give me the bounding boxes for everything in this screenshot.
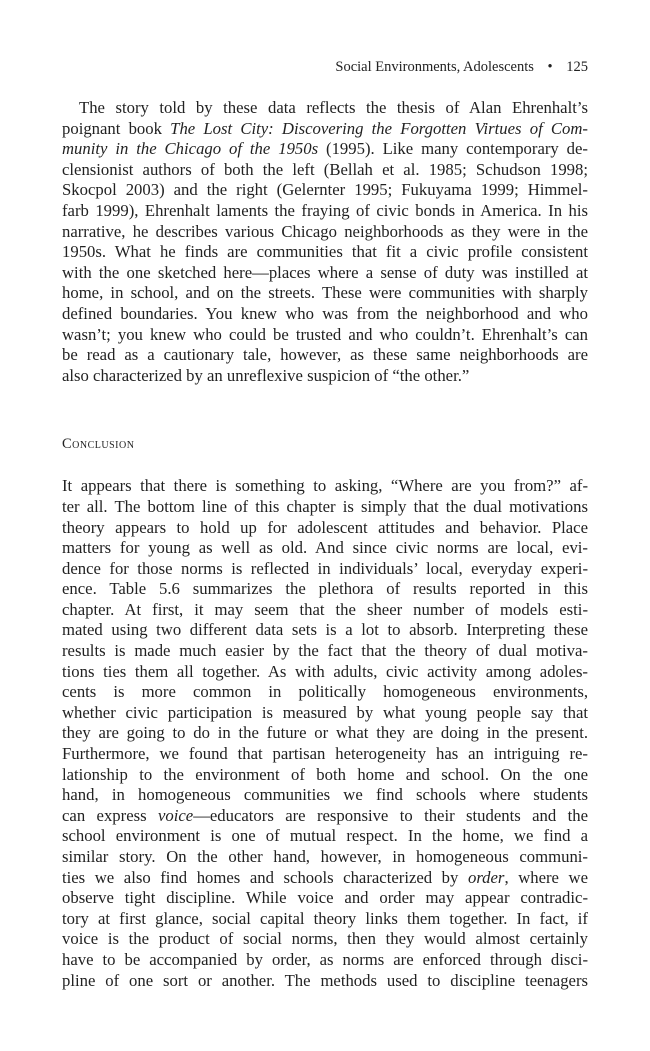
text-run: voice is the product of social norms, then they would almost certainly (62, 929, 588, 949)
text-run: cents is more common in politically homogeneous environments, (62, 682, 588, 702)
italic-text: munity in the Chicago of the 1950s (62, 139, 319, 159)
text-run: ence. Table 5.6 summarizes the plethora of results reported in this (62, 579, 588, 599)
text-line (62, 180, 588, 201)
text-run: dence for those norms is reflected in individuals’ local, everyday experi- (62, 558, 588, 578)
text-line (62, 222, 588, 243)
text-line (62, 662, 588, 683)
text-run: wasn’t; you knew who could be trusted and who couldn’t. Ehrenhalt’s can (62, 324, 588, 344)
text-run: they are going to do in the future or what they are doing in the present. (62, 723, 588, 743)
text-line (62, 559, 588, 580)
text-line (62, 909, 588, 930)
text-run: mated using two different data sets is a lot to absorb. Interpreting these (62, 620, 588, 640)
text-line (62, 160, 588, 181)
text-line (62, 744, 588, 765)
page-number: 125 (566, 59, 588, 75)
text-line (62, 139, 588, 160)
text-run: school environment is one of mutual respect. In the home, we find a (62, 826, 588, 846)
section-heading-conclusion: Conclusion (62, 436, 135, 453)
text-run: narrative, he describes various Chicago neighborhoods as they were in the (62, 221, 588, 241)
text-line (62, 888, 588, 909)
paragraph-conclusion (62, 476, 588, 991)
text-line (62, 703, 588, 724)
text-line (62, 600, 588, 621)
text-line (62, 971, 588, 992)
text-line (62, 242, 588, 263)
text-line (62, 518, 588, 539)
text-run: tions ties them all together. As with adults, civic activity among adoles- (62, 661, 588, 681)
text-run: lationship to the environment of both home and school. On the one (62, 764, 588, 784)
text-run: have to be accompanied by order, as norms are enforced through disci- (62, 949, 588, 969)
text-run: whether civic participation is measured by what young people say that (62, 702, 588, 722)
book-page (62, 58, 588, 991)
text-line (62, 263, 588, 284)
text-run: ties we also find homes and schools characterized by (62, 867, 468, 887)
separator-bullet: • (547, 59, 553, 75)
text-run: be read as a cautionary tale, however, as these same neighborhoods are (62, 345, 588, 365)
text-line (62, 723, 588, 744)
text-run: (1995). Like many contemporary de- (318, 139, 588, 159)
text-line (62, 366, 588, 387)
text-line (62, 806, 588, 827)
running-head (62, 58, 588, 76)
text-line (62, 868, 588, 889)
text-line (62, 304, 588, 325)
text-run: can express (62, 805, 158, 825)
text-run: tory at first glance, social capital theory links them together. In fact, if (62, 908, 588, 928)
text-run: with the one sketched here—places where a sense of duty was instilled at (62, 262, 588, 282)
italic-text: The Lost City: Discovering the Forgotten Virtues of Com- (170, 118, 588, 138)
text-run: Skocpol 2003) and the right (Gelernter 1995; Fukuyama 1999; Himmel- (62, 180, 588, 200)
text-run: poignant book (62, 118, 171, 138)
text-run: pline of one sort or another. The methods used to discipline teenagers (62, 970, 588, 990)
text-line (62, 345, 588, 366)
text-run: hand, in homogeneous communities we find schools where students (62, 785, 588, 805)
text-run: clensionist authors of both the left (Bellah et al. 1985; Schudson 1998; (62, 159, 588, 179)
text-run: observe tight discipline. While voice and order may appear contradic- (62, 888, 588, 908)
text-run: also characterized by an unreflexive suspicion of “the other.” (62, 365, 470, 385)
text-run: results is made much easier by the fact that the theory of dual motiva- (62, 641, 588, 661)
text-run: matters for young as well as old. And since civic norms are local, evi- (62, 538, 588, 558)
text-line (62, 119, 588, 140)
text-line (62, 847, 588, 868)
running-title: Social Environments, Adolescents (335, 59, 534, 75)
text-line (62, 98, 588, 119)
text-run: , where we (504, 867, 588, 887)
italic-text: order (467, 867, 505, 887)
text-run: 1950s. What he finds are communities that fit a civic profile consistent (62, 242, 588, 262)
text-line (62, 641, 588, 662)
text-line (62, 785, 588, 806)
text-run: ter all. The bottom line of this chapter is simply that the dual motivations (62, 496, 588, 516)
text-line (62, 950, 588, 971)
text-line (62, 579, 588, 600)
text-line (62, 620, 588, 641)
text-run: —educators are responsive to their students and the (193, 805, 588, 825)
text-line (62, 201, 588, 222)
text-run: Furthermore, we found that partisan heterogeneity has an intriguing re- (62, 744, 588, 764)
text-line (62, 538, 588, 559)
text-run: The story told by these data reflects the thesis of Alan Ehrenhalt’s (79, 98, 588, 117)
text-line (62, 765, 588, 786)
text-line (62, 497, 588, 518)
text-line (62, 476, 588, 497)
text-run: defined boundaries. You knew who was from the neighborhood and who (62, 303, 588, 323)
text-run: It appears that there is something to asking, “Where are you from?” af- (62, 476, 588, 496)
text-line (62, 283, 588, 304)
text-run: theory appears to hold up for adolescent attitudes and behavior. Place (62, 517, 588, 537)
text-run: farb 1999), Ehrenhalt laments the fraying of civic bonds in America. In his (62, 200, 588, 220)
text-run: chapter. At first, it may seem that the sheer number of models esti- (62, 599, 588, 619)
italic-text: voice (157, 805, 194, 825)
text-line (62, 325, 588, 346)
text-run: similar story. On the other hand, however, in homogeneous communi- (62, 847, 588, 866)
text-line (62, 682, 588, 703)
text-line (62, 929, 588, 950)
paragraph-ehrenhalt (62, 98, 588, 386)
text-run: home, in school, and on the streets. These were communities with sharply (62, 283, 588, 303)
text-line (62, 826, 588, 847)
